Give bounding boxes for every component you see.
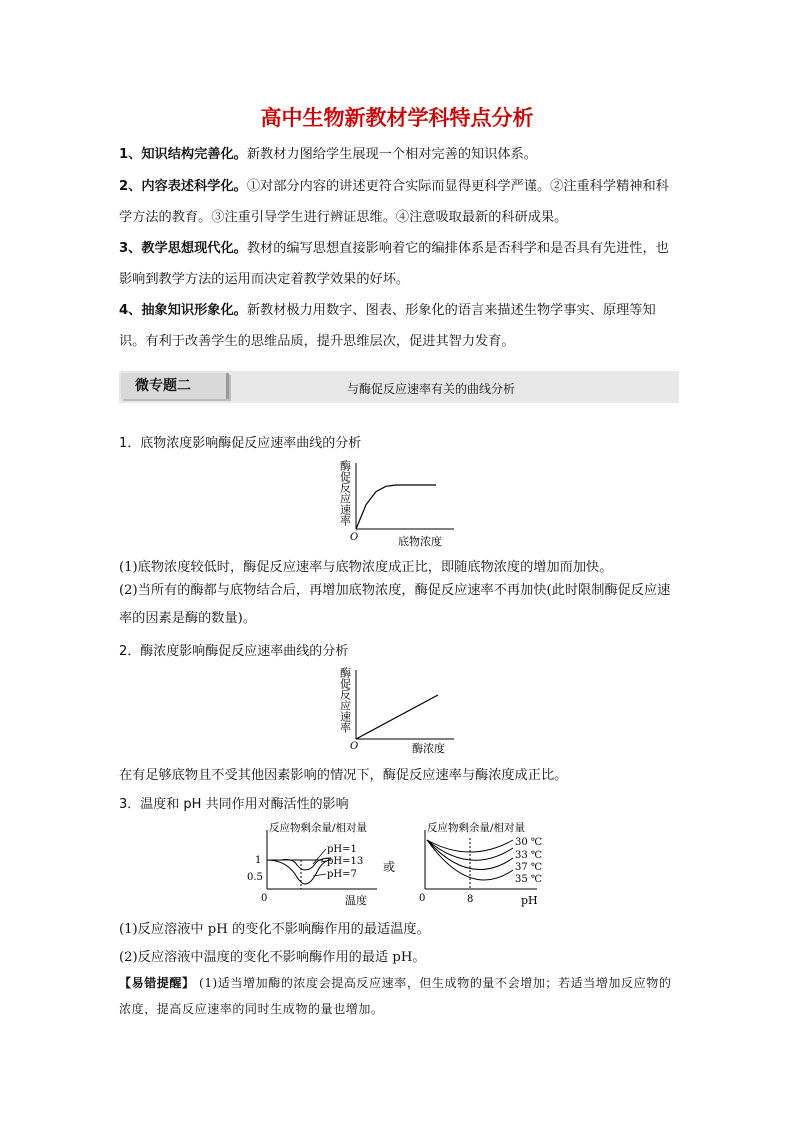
section-3-note-1: (1)反应溶液中 pH 的变化不影响酶作用的最适温度。 [119,922,430,937]
legend-ph1: pH=1 [327,844,357,855]
y-axis-label: 反应物剩余量/相对量 [269,822,368,834]
origin-label: O [350,741,359,752]
point-text: 教材的编写思想直接影响着它的编排体系是否科学和是否具有先进性，也影响到教学方法的运用而决定着教学效果的好坏。 [119,241,669,287]
series-ph7-curve [267,860,331,884]
x-axis-label: pH [521,894,538,907]
tip-label: 【易错提醒】 [119,976,195,990]
point-head: 2、内容表述科学化。 [119,179,247,194]
rate-line [356,695,438,739]
temperature-chart [247,821,377,907]
section-1-heading: 1．底物浓度影响酶促反应速率曲线的分析 [119,436,362,451]
y-axis-label: 酶促反应速率 [338,460,352,526]
x-axis-label: 底物浓度 [398,535,442,548]
legend-ph7: pH=7 [327,869,357,880]
tip-box [119,970,679,1022]
point-text: ①对部分内容的讲述更符合实际而显得更科学严谨。②注重科学精神和科学方法的教育。③注重引导学生进行辨证思维。④注意吸取最新的科研成果。 [119,179,669,225]
section-3-note-2: (2)反应溶液中温度的变化不影响酶作用的最适 pH。 [119,950,426,965]
section-1-note-1: (1)底物浓度较低时，酶促反应速率与底物浓度成正比，即随底物浓度的增加而加快。 [119,560,613,575]
or-label: 或 [383,860,396,874]
origin-label: 0 [419,893,426,904]
y-axis-label: 反应物剩余量/相对量 [427,822,526,834]
point-head: 1、知识结构完善化。 [119,147,247,162]
y-axis-label: 酶促反应速率 [338,667,352,733]
point-head: 3、教学思想现代化。 [119,241,247,256]
section-2-heading: 2．酶浓度影响酶促反应速率曲线的分析 [119,644,349,659]
enzyme-chart [336,665,466,759]
point-4 [119,295,679,357]
section-3-heading: 3．温度和 pH 共同作用对酶活性的影响 [119,797,349,812]
temperature-ph-charts [245,818,555,910]
banner-title: 与酶促反应速率有关的曲线分析 [347,382,516,396]
point-text: 新教材力图给学生展现一个相对完善的知识体系。 [246,147,537,162]
point-1 [119,139,679,170]
tip-text: (1)适当增加酶的浓度会提高反应速率，但生成物的量不会增加；若适当增加反应物的浓度，提高反应速率的同时生成物的量也增加。 [119,976,672,1016]
point-text: 新教材极力用数字、图表、形象化的语言来描述生物学事实、原理等知识。有利于改善学生的思维品质，提升思维层次，促进其智力发育。 [119,303,656,349]
legend-30c: 30 ℃ [515,837,543,848]
point-head: 4、抽象知识形象化。 [119,303,247,318]
legend-35c: 35 ℃ [515,874,543,885]
point-2 [119,171,679,233]
x-tick-8: 8 [467,894,474,905]
rate-curve [356,485,436,529]
legend-37c: 37 ℃ [515,862,543,873]
section-2-note: 在有足够底物且不受其他因素影响的情况下，酶促反应速率与酶浓度成正比。 [119,768,568,783]
legend-ph13: pH=13 [327,856,364,867]
banner-tag: 微专题二 [121,373,229,399]
origin-label: O [350,532,359,543]
x-axis-label: 温度 [345,894,367,907]
y-tick-1: 1 [255,855,262,866]
y-tick-0.5: 0.5 [247,872,263,883]
leader-line [313,849,326,864]
page-title: 高中生物新教材学科特点分析 [260,106,534,130]
point-3 [119,233,679,295]
origin-label: 0 [261,893,268,904]
legend-33c: 33 ℃ [515,850,543,861]
x-axis-label: 酶浓度 [412,742,445,755]
topic-banner [119,371,679,403]
substrate-chart [336,458,466,552]
ph-chart [419,821,542,907]
section-1-note-2: (2)当所有的酶都与底物结合后，再增加底物浓度，酶促反应速率不再加快(此时限制酶促反应速率的因素是酶的数量)。 [119,583,671,626]
